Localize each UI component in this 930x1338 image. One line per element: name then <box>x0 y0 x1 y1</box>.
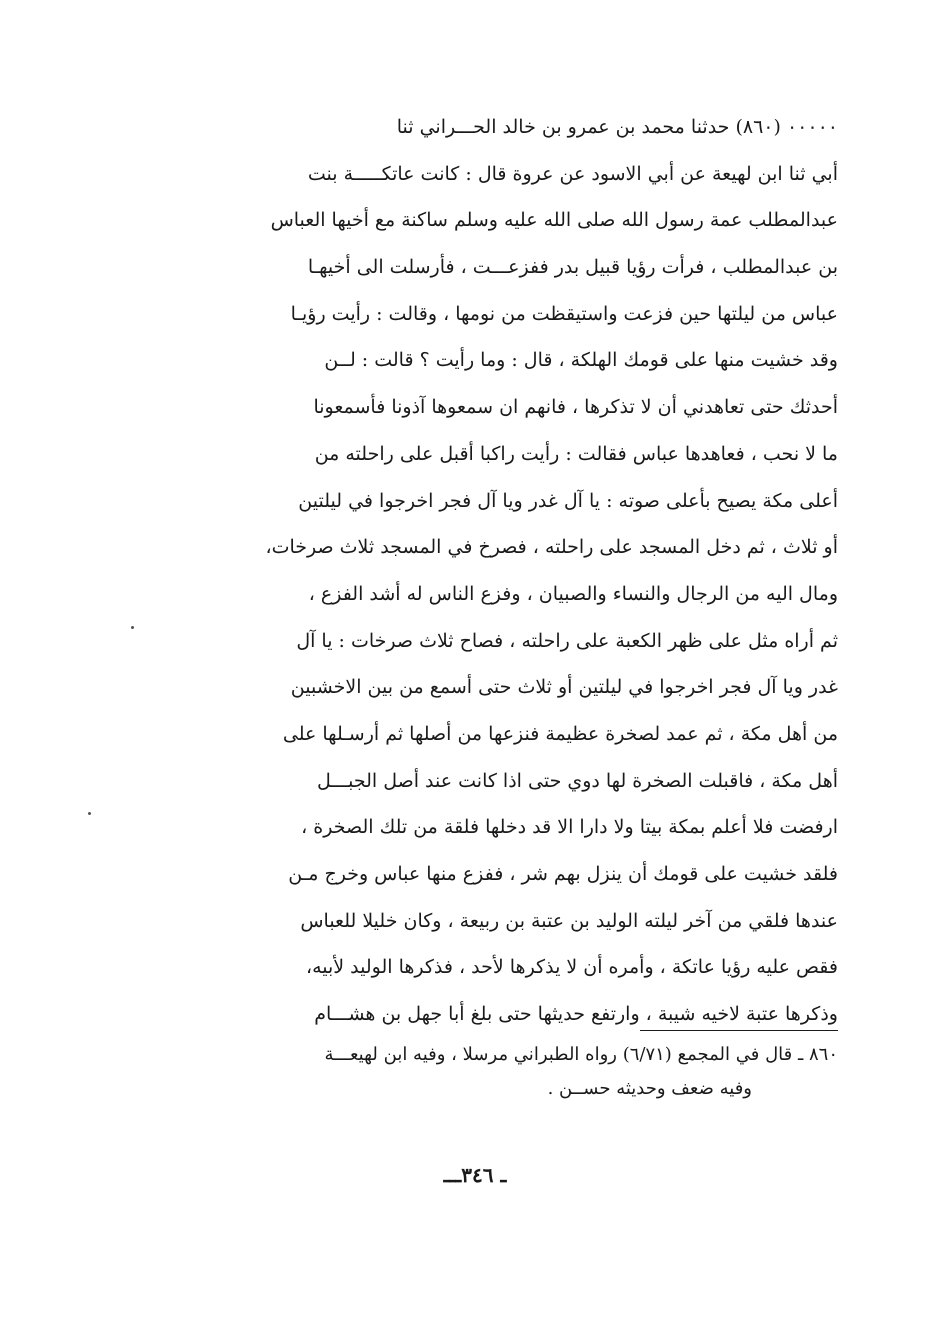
text-line: ثم أراه مثل على ظهر الكعبة على راحلته ، فصاح ثلاث صرخات : يا آل <box>296 629 838 652</box>
footnote-line: ٨٦٠ ـ قال في المجمع (٦/٧١) رواه الطبراني مرسلا ، وفيه ابن لهيعـــة <box>324 1044 838 1065</box>
text-line: عباس من ليلتها حين فزعت واستيقظت من نومها ، وقالت : رأيت رؤيـا <box>290 302 838 325</box>
footnotes <box>132 1038 838 1106</box>
footnote-line: وفيه ضعف وحديثه حســن . <box>547 1078 752 1099</box>
scan-speck <box>131 626 134 629</box>
scan-speck <box>88 812 91 815</box>
text-line: بن عبدالمطلب ، فرأت رؤيا قبيل بدر ففزعـــت ، فأرسلت الى أخيهـا <box>307 256 838 279</box>
text-line: أو ثلاث ، ثم دخل المسجد على راحلته ، فصرخ في المسجد ثلاث صرخات، <box>265 536 838 559</box>
footnote-divider <box>640 1030 838 1031</box>
text-line: أحدثك حتى تعاهدني أن لا تذكرها ، فانهم ان سمعوها آذونا فأسمعونا <box>313 396 838 419</box>
text-line: فلقد خشيت على قومك أن ينزل بهم شر ، ففزع منها عباس وخرج مـن <box>288 863 838 885</box>
text-line: فقص عليه رؤيا عاتكة ، وأمره أن لا يذكرها لأحد ، فذكرها الوليد لأبيه، <box>305 956 838 979</box>
text-line: وذكرها عتبة لاخيه شيبة ، وارتفع حديثها حتى بلغ أبا جهل بن هشـــام <box>314 1003 838 1026</box>
text-line: ومال اليه من الرجال والنساء والصبيان ، وفزع الناس له أشد الفزع ، <box>308 582 838 605</box>
text-line: غدر ويا آل فجر اخرجوا في ليلتين أو ثلاث حتى أسمع من بين الاخشبين <box>290 676 838 699</box>
text-line: أعلى مكة يصيح بأعلى صوته : يا آل غدر ويا آل فجر اخرجوا في ليلتين <box>298 489 838 512</box>
text-line: أهل مكة ، فاقبلت الصخرة لها دوي حتى اذا كانت عند أصل الجبـــل <box>317 769 838 792</box>
text-line: وقد خشيت منها على قومك الهلكة ، قال : وما رأيت ؟ قالت : لــن <box>324 349 838 372</box>
text-line: ٠٠٠٠٠ (٨٦٠) حدثنا محمد بن عمرو بن خالد الحـــراني ثنا <box>396 116 838 138</box>
text-line: أبي ثنا ابن لهيعة عن أبي الاسود عن عروة قال : كانت عاتكـــــة بنت <box>307 162 838 185</box>
text-line: عندها فلقي من آخر ليلته الوليد بن عتبة بن ربيعة ، وكان خليلا للعباس <box>300 909 838 932</box>
text-line: من أهل مكة ، ثم عمد لصخرة عظيمة فنزعها من أصلها ثم أرسـلها على <box>282 722 838 745</box>
body-text <box>132 104 838 1038</box>
text-line: عبدالمطلب عمة رسول الله صلى الله عليه وسلم ساكنة مع أخيها العباس <box>270 209 838 232</box>
text-line: ما لا نحب ، فعاهدها عباس فقالت : رأيت راكبا أقبل على راحلته من <box>314 442 838 465</box>
page-number: ـ ٣٤٦ـــ <box>443 1163 507 1187</box>
text-line: ارفضت فلا أعلم بمكة بيتا ولا دارا الا قد دخلها فلقة من تلك الصخرة ، <box>301 816 838 839</box>
